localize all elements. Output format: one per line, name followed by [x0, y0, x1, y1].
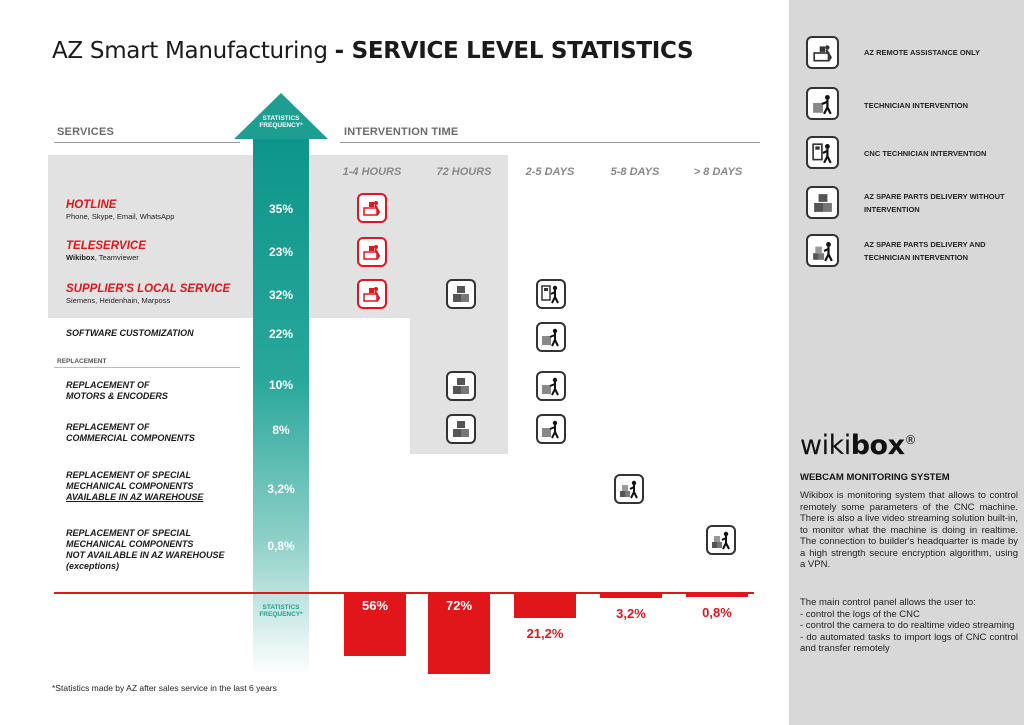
pct-hotline: 35%: [268, 202, 294, 216]
service-name-line: MECHANICAL COMPONENTS: [66, 481, 194, 491]
legend-label-line: AZ SPARE PARTS DELIVERY AND: [864, 240, 986, 249]
wikibox-bullet: - do automated tasks to import logs of CNC control and transfer remotely: [800, 631, 1018, 654]
wikibox-bullet: - control the camera to do realtime video streaming: [800, 620, 1015, 631]
spare-parts-icon: [446, 371, 476, 401]
service-name-line: REPLACEMENT OF SPECIAL: [66, 528, 192, 538]
bar-value-label: 21,2%: [526, 625, 564, 641]
services-divider: [54, 142, 240, 143]
service-name-line: NOT AVAILABLE IN AZ WAREHOUSE: [66, 550, 225, 560]
wikibox-logo: wikibox®: [800, 430, 917, 461]
col-head-1-4-hours: 1-4 HOURS: [342, 166, 402, 178]
service-commercial: [66, 422, 195, 444]
intervention-bar: [600, 594, 662, 598]
wikibox-features-intro: The main control panel allows the user to:: [800, 597, 976, 608]
pct-motors: 10%: [268, 378, 294, 392]
pct-special-available: 3,2%: [267, 482, 295, 496]
legend-label: [864, 238, 986, 264]
service-name-line: REPLACEMENT OF SPECIAL: [66, 470, 192, 480]
service-name: TELESERVICE: [66, 240, 146, 252]
service-name-line: REPLACEMENT OF: [66, 422, 150, 432]
replacement-label: REPLACEMENT: [57, 358, 107, 365]
service-sub: Phone, Skype, Email, WhatsApp: [66, 212, 175, 221]
intervention-time-header: INTERVENTION TIME: [344, 126, 459, 138]
service-name-line: (exceptions): [66, 561, 120, 571]
remote-assistance-icon: [357, 279, 387, 309]
service-special-available: [66, 470, 203, 503]
legend-label-line: AZ SPARE PARTS DELIVERY WITHOUT: [864, 192, 1005, 201]
pct-commercial: 8%: [272, 423, 290, 437]
spare-parts-icon: [446, 279, 476, 309]
service-name-line: MECHANICAL COMPONENTS: [66, 539, 194, 549]
intervention-bar: [514, 594, 576, 618]
pct-local: 32%: [268, 288, 294, 302]
service-name: SUPPLIER'S LOCAL SERVICE: [66, 283, 231, 295]
spare-parts-technician-icon: [806, 234, 839, 267]
pct-teleservice: 23%: [268, 245, 294, 259]
col-head-72-hours: 72 HOURS: [436, 166, 492, 178]
cnc-technician-icon: [806, 136, 839, 169]
bar-value-label: 0,8%: [702, 605, 732, 620]
service-sub: Siemens, Heidenhain, Marposs: [66, 296, 171, 305]
remote-assistance-icon: [357, 193, 387, 223]
col-head-2-5-days: 2-5 DAYS: [525, 166, 575, 178]
spare-parts-icon: [446, 414, 476, 444]
spare-parts-icon: [806, 186, 839, 219]
service-name-line: AVAILABLE IN AZ WAREHOUSE: [66, 492, 204, 502]
wikibox-features: [800, 597, 1018, 655]
service-sub: , Teamviewer: [94, 253, 139, 262]
intervention-divider: [340, 142, 760, 143]
service-sub-bold: Wikibox: [66, 253, 95, 262]
legend-label: CNC TECHNICIAN INTERVENTION: [864, 149, 987, 158]
service-hotline: [66, 199, 174, 222]
service-name-line: MOTORS & ENCODERS: [66, 391, 168, 401]
footnote: *Statistics made by AZ after sales service in the last 6 years: [52, 683, 277, 693]
intervention-bar: [686, 594, 748, 597]
col-head-5-8-days: 5-8 DAYS: [610, 166, 660, 178]
service-teleservice: [66, 240, 146, 263]
services-header: SERVICES: [57, 126, 115, 138]
technician-icon: [806, 87, 839, 120]
bar-value-label: 72%: [445, 598, 473, 613]
service-name: HOTLINE: [66, 199, 117, 211]
wikibox-description: Wikibox is monitoring system that allows to control remotely some parameters of the CNC machine. There is also a live video streaming solution built-in, to monitor what the machine is doing in realtime. The connection to builder's headquarter is made by a high strength secure encryption algorithm, using a VPN.: [800, 490, 1018, 570]
wikibox-heading: WEBCAM MONITORING SYSTEM: [800, 472, 950, 483]
service-name-line: COMMERCIAL COMPONENTS: [66, 433, 195, 443]
technician-icon: [536, 371, 566, 401]
service-special-not-available: [66, 528, 225, 572]
service-local: [66, 283, 230, 306]
col-head-8-plus-days: > 8 DAYS: [693, 166, 743, 178]
spare-parts-technician-icon: [706, 525, 736, 555]
legend-label: AZ REMOTE ASSISTANCE ONLY: [864, 48, 980, 57]
frequency-top-label: STATISTICS FREQUENCY*: [259, 115, 303, 129]
remote-assistance-icon: [357, 237, 387, 267]
service-software: SOFTWARE CUSTOMIZATION: [66, 328, 194, 338]
technician-icon: [536, 414, 566, 444]
bar-value-label: 3,2%: [616, 605, 646, 621]
bar-value-label: 56%: [361, 598, 389, 613]
wikibox-bullet: - control the logs of the CNC: [800, 608, 920, 620]
page-title: AZ Smart Manufacturing - SERVICE LEVEL STATISTICS: [52, 38, 694, 64]
frequency-bottom-label: STATISTICS FREQUENCY*: [259, 604, 303, 618]
remote-assistance-icon: [806, 36, 839, 69]
cnc-technician-icon: [536, 279, 566, 309]
service-name-line: REPLACEMENT OF: [66, 380, 150, 390]
legend-label: TECHNICIAN INTERVENTION: [864, 101, 969, 110]
service-motors: [66, 380, 168, 402]
legend-label-line: INTERVENTION: [864, 205, 920, 214]
replacement-divider: [54, 367, 240, 368]
pct-software: 22%: [268, 327, 294, 341]
legend-label: [864, 190, 1005, 216]
pct-special-not-available: 0,8%: [267, 539, 295, 553]
frequency-arrow-shaft: [253, 139, 309, 675]
legend-label-line: TECHNICIAN INTERVENTION: [864, 253, 969, 262]
spare-parts-technician-icon: [614, 474, 644, 504]
technician-icon: [536, 322, 566, 352]
